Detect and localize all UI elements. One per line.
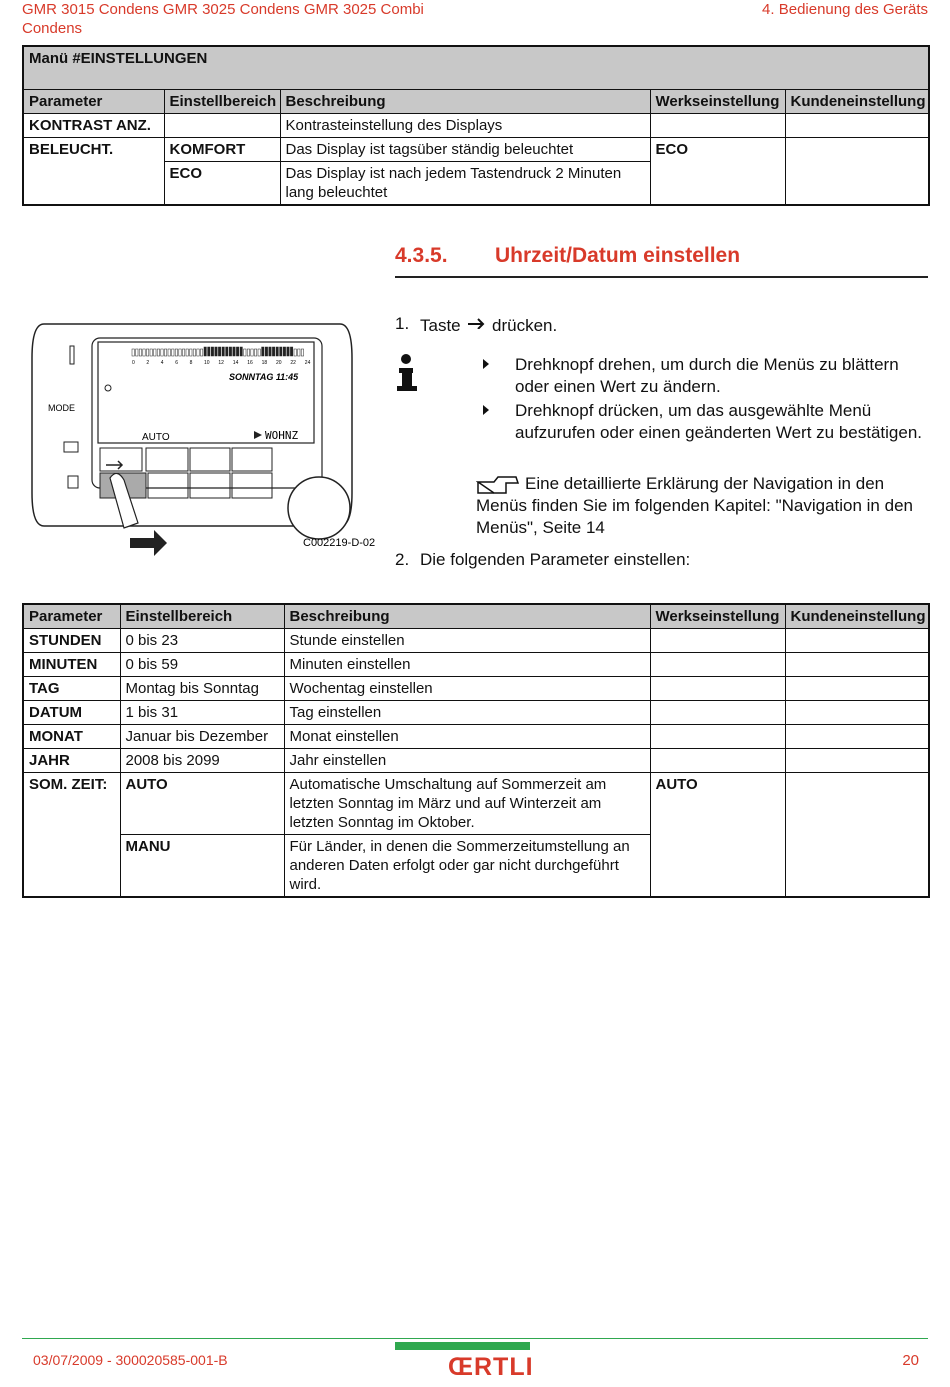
- column-header: Parameter: [23, 604, 120, 629]
- time-tick-label: 4: [160, 360, 164, 366]
- arrow-key-icon: [467, 315, 487, 329]
- program-bar: [280, 347, 282, 356]
- param-cell: [23, 835, 120, 898]
- info-icon: [396, 354, 420, 394]
- program-bar: [211, 347, 213, 356]
- column-header: Werkseinstellung: [650, 90, 785, 114]
- table-row: [23, 773, 929, 835]
- time-tick-label: 0: [132, 360, 135, 366]
- footer-divider: [22, 1338, 928, 1339]
- program-bar: [226, 347, 228, 356]
- customer-cell: [785, 701, 929, 725]
- table-row: [23, 653, 929, 677]
- customer-cell: [785, 114, 929, 138]
- table-row: [23, 677, 929, 701]
- step1-text-a: Taste: [420, 316, 461, 335]
- time-tick-label: 16: [247, 360, 253, 366]
- program-bar: [146, 349, 148, 356]
- table-row: [23, 701, 929, 725]
- time-tick-label: 20: [276, 360, 282, 366]
- bullet-text: Drehknopf drücken, um das ausgewählte Menü aufzurufen oder einen geänderten Wert zu bestätigen.: [515, 401, 923, 442]
- section-number: 4.3.5.: [395, 244, 448, 267]
- factory-cell: [650, 653, 785, 677]
- column-header: Beschreibung: [280, 90, 650, 114]
- program-bar: [269, 347, 271, 356]
- program-bar: [208, 347, 210, 356]
- time-tick-label: 24: [304, 360, 311, 366]
- bullet-text: Drehknopf drehen, um durch die Menüs zu blättern oder einen Wert zu ändern.: [515, 355, 899, 396]
- program-bar: [200, 349, 202, 356]
- time-tick-label: 12: [218, 360, 224, 366]
- settings-table: [22, 45, 930, 206]
- display-auto-label: AUTO: [142, 432, 170, 443]
- factory-cell: [650, 114, 785, 138]
- desc-cell: Das Display ist nach jedem Tastendruck 2 Minuten lang beleuchtet: [280, 162, 650, 206]
- factory-cell: [650, 701, 785, 725]
- bullet-triangle-icon: [482, 358, 490, 370]
- range-cell: KOMFORT: [164, 138, 280, 162]
- figure-code: C002219-D-02: [303, 537, 376, 549]
- factory-cell: [650, 677, 785, 701]
- program-bar: [298, 349, 300, 356]
- column-header: Werkseinstellung: [650, 604, 785, 629]
- program-bar: [290, 347, 292, 356]
- program-bar: [143, 349, 145, 356]
- program-bar: [247, 349, 249, 356]
- chimney-icon: [68, 476, 78, 488]
- customer-cell: [785, 725, 929, 749]
- range-cell: ECO: [164, 162, 280, 206]
- range-cell: 0 bis 23: [120, 629, 284, 653]
- program-bar: [161, 349, 163, 356]
- factory-cell: [650, 162, 785, 206]
- table-row: [23, 162, 929, 206]
- column-header: Kundeneinstellung: [785, 604, 929, 629]
- customer-cell: [785, 629, 929, 653]
- program-bar-graph: [132, 347, 304, 356]
- program-bar: [262, 347, 264, 356]
- program-bar: [193, 349, 195, 356]
- desc-cell: Stunde einstellen: [284, 629, 650, 653]
- program-bar: [175, 349, 177, 356]
- factory-cell: [650, 629, 785, 653]
- program-bar: [218, 347, 220, 356]
- section-divider: [395, 276, 928, 278]
- controller-illustration: [22, 318, 382, 558]
- time-tick-label: 18: [261, 360, 268, 366]
- display-day-time: SONNTAG 11:45: [229, 372, 299, 382]
- bullet-triangle-icon: [482, 404, 490, 416]
- param-cell: KONTRAST ANZ.: [23, 114, 164, 138]
- program-bar: [240, 347, 242, 356]
- program-bar: [258, 349, 260, 356]
- program-bar: [139, 349, 141, 356]
- range-cell: 2008 bis 2099: [120, 749, 284, 773]
- time-tick-label: 2: [146, 360, 150, 366]
- param-cell: [23, 162, 164, 206]
- time-tick-label: 6: [175, 360, 178, 366]
- desc-cell: Für Länder, in denen die Sommerzeitumstellung an anderen Daten erfolgt oder gar nicht durchgeführt wird.: [284, 835, 650, 898]
- step1-number: 1.: [395, 314, 410, 333]
- flame-icon: [105, 385, 111, 391]
- program-bar: [244, 349, 246, 356]
- brand-logo: ŒRTLI: [448, 1353, 534, 1381]
- step2-text: Die folgenden Parameter einstellen:: [420, 550, 691, 569]
- step2-number: 2.: [395, 550, 410, 569]
- time-tick-label: 22: [290, 360, 296, 366]
- program-bar: [251, 349, 253, 356]
- table-row: [23, 725, 929, 749]
- time-tick-label: 14: [232, 360, 239, 366]
- desc-cell: Das Display ist tagsüber ständig beleuchtet: [280, 138, 650, 162]
- program-bar: [157, 349, 159, 356]
- header-document-title: GMR 3015 Condens GMR 3025 Condens GMR 3025 Combi Condens: [22, 1, 424, 37]
- arrow-right-icon: [106, 461, 122, 469]
- program-bar: [132, 349, 134, 356]
- range-cell: 0 bis 59: [120, 653, 284, 677]
- column-header: Einstellbereich: [164, 90, 280, 114]
- device-figure: [22, 318, 382, 558]
- settings-table-caption: Manü #EINSTELLUNGEN: [23, 46, 929, 90]
- range-cell: 1 bis 31: [120, 701, 284, 725]
- program-bar: [179, 349, 181, 356]
- factory-cell: AUTO: [650, 773, 785, 835]
- time-tick-label: 8: [189, 360, 193, 366]
- program-bar: [154, 349, 156, 356]
- table-row: [23, 114, 929, 138]
- program-bar: [197, 349, 199, 356]
- factory-cell: [650, 749, 785, 773]
- program-bar: [276, 347, 278, 356]
- program-bar: [215, 347, 217, 356]
- program-bar: [150, 349, 152, 356]
- footer-doc-reference: 03/07/2009 - 300020585-001-B: [33, 1352, 228, 1368]
- desc-cell: Tag einstellen: [284, 701, 650, 725]
- param-cell: MONAT: [23, 725, 120, 749]
- header-chapter-title: 4. Bedienung des Geräts: [762, 1, 928, 18]
- desc-cell: Jahr einstellen: [284, 749, 650, 773]
- note-text: Eine detaillierte Erklärung der Navigation in den Menüs finden Sie im folgenden Kapitel: "Navigation in den Menüs", Seite 14: [476, 474, 913, 537]
- footer-accent-bar: [395, 1342, 530, 1350]
- desc-cell: Wochentag einstellen: [284, 677, 650, 701]
- program-bar: [172, 349, 174, 356]
- time-scale: [132, 360, 311, 366]
- program-bar: [254, 349, 256, 356]
- column-header: Einstellbereich: [120, 604, 284, 629]
- param-cell: JAHR: [23, 749, 120, 773]
- desc-cell: Kontrasteinstellung des Displays: [280, 114, 650, 138]
- customer-cell: [785, 653, 929, 677]
- program-bar: [287, 347, 289, 356]
- program-bar: [265, 347, 267, 356]
- table-row: [23, 749, 929, 773]
- column-header: Parameter: [23, 90, 164, 114]
- page-number: 20: [902, 1352, 919, 1369]
- play-icon: [254, 431, 262, 439]
- time-tick-label: 10: [204, 360, 210, 366]
- program-bar: [182, 349, 184, 356]
- program-bar: [301, 349, 303, 356]
- program-bar: [233, 347, 235, 356]
- param-cell: TAG: [23, 677, 120, 701]
- table-row: [23, 138, 929, 162]
- desc-cell: Minuten einstellen: [284, 653, 650, 677]
- program-bar: [204, 347, 206, 356]
- range-cell: [164, 114, 280, 138]
- desc-cell: Monat einstellen: [284, 725, 650, 749]
- factory-cell: [650, 835, 785, 898]
- program-bar: [236, 347, 238, 356]
- customer-cell: [785, 773, 929, 835]
- factory-cell: [650, 725, 785, 749]
- table-header-row: [23, 90, 929, 114]
- range-cell: AUTO: [120, 773, 284, 835]
- param-cell: DATUM: [23, 701, 120, 725]
- range-cell: Montag bis Sonntag: [120, 677, 284, 701]
- customer-cell: [785, 677, 929, 701]
- program-bar: [272, 347, 274, 356]
- time-date-table: [22, 603, 930, 898]
- param-cell: MINUTEN: [23, 653, 120, 677]
- factory-cell: ECO: [650, 138, 785, 162]
- press-arrow-icon: [130, 530, 167, 556]
- program-bar: [190, 349, 192, 356]
- table-row: [23, 629, 929, 653]
- param-cell: SOM. ZEIT:: [23, 773, 120, 835]
- desc-cell: Automatische Umschaltung auf Sommerzeit am letzten Sonntag im März und auf Winterzeit am letzten Sonntag im Oktober.: [284, 773, 650, 835]
- program-bar: [136, 349, 138, 356]
- program-bar: [229, 347, 231, 356]
- program-bar: [222, 347, 224, 356]
- program-bar: [283, 347, 285, 356]
- table-row: [23, 835, 929, 898]
- section-title: Uhrzeit/Datum einstellen: [495, 244, 741, 267]
- customer-cell: [785, 749, 929, 773]
- range-cell: Januar bis Dezember: [120, 725, 284, 749]
- column-header: Beschreibung: [284, 604, 650, 629]
- customer-cell: [785, 835, 929, 898]
- thermometer-icon: [70, 346, 74, 364]
- display-zone-label: WOHNZ: [265, 429, 299, 442]
- rotary-knob: [288, 477, 350, 539]
- mode-label: MODE: [48, 403, 75, 413]
- program-bar: [186, 349, 188, 356]
- column-header: Kundeneinstellung: [785, 90, 929, 114]
- range-cell: MANU: [120, 835, 284, 898]
- customer-cell: [785, 138, 929, 162]
- table-header-row: [23, 604, 929, 629]
- program-bar: [168, 349, 170, 356]
- param-cell: STUNDEN: [23, 629, 120, 653]
- customer-cell: [785, 162, 929, 206]
- tap-icon: [64, 442, 78, 452]
- step1-text-b: drücken.: [492, 316, 558, 335]
- program-bar: [294, 349, 296, 356]
- program-bar: [164, 349, 166, 356]
- param-cell: BELEUCHT.: [23, 138, 164, 162]
